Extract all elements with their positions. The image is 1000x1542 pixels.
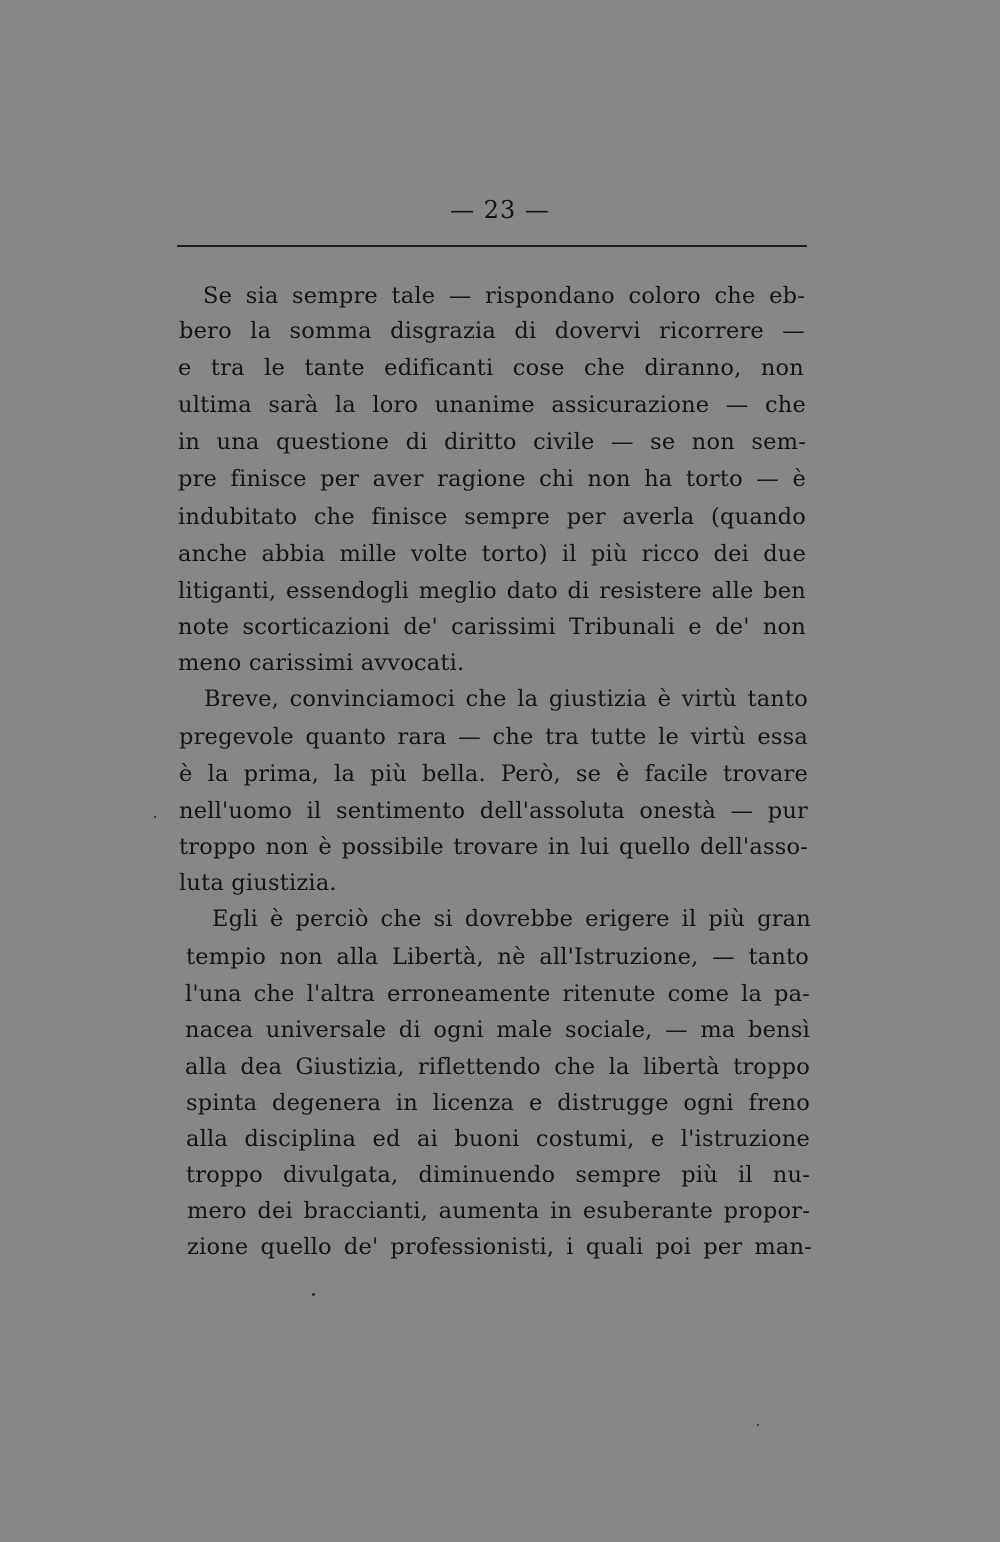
text-line: meno carissimi avvocati.	[178, 650, 465, 676]
print-speck	[154, 816, 156, 818]
text-line: anche abbia mille volte torto) il più ricco dei due	[178, 541, 806, 567]
text-line: luta giustizia.	[179, 870, 337, 896]
text-line: alla dea Giustizia, riflettendo che la libertà troppo	[185, 1054, 810, 1080]
print-speck	[757, 1424, 759, 1426]
text-line: mero dei braccianti, aumenta in esuberante propor-	[187, 1198, 810, 1224]
text-line: zione quello de' professionisti, i quali poi per man-	[187, 1234, 812, 1260]
page-number: — 23 —	[450, 196, 550, 224]
text-line: tempio non alla Libertà, nè all'Istruzione, — tanto	[186, 944, 809, 970]
print-speck	[312, 1293, 315, 1296]
text-line: l'una che l'altra erroneamente ritenute come la pa-	[185, 981, 810, 1007]
text-line: spinta degenera in licenza e distrugge ogni freno	[186, 1090, 810, 1116]
text-line: indubitato che finisce sempre per averla (quando	[178, 504, 806, 530]
text-line: pregevole quanto rara — che tra tutte le virtù essa	[179, 724, 808, 750]
text-line: nacea universale di ogni male sociale, — ma bensì	[185, 1017, 810, 1043]
text-line: bero la somma disgrazia di dovervi ricorrere —	[179, 318, 805, 344]
text-line: litiganti, essendogli meglio dato di resistere alle ben	[178, 578, 806, 604]
text-line: Egli è perciò che si dovrebbe erigere il più gran	[212, 906, 811, 932]
text-line: pre finisce per aver ragione chi non ha torto — è	[178, 466, 806, 492]
text-line: alla disciplina ed ai buoni costumi, e l'istruzione	[186, 1126, 810, 1152]
text-line: in una questione di diritto civile — se non sem-	[178, 429, 806, 455]
text-line: ultima sarà la loro unanime assicurazione — che	[178, 392, 806, 418]
text-line: Se sia sempre tale — rispondano coloro che eb-	[203, 283, 805, 309]
text-line: troppo non è possibile trovare in lui quello dell'asso-	[179, 834, 808, 860]
text-line: note scorticazioni de' carissimi Tribunali e de' non	[178, 614, 806, 640]
header-rule	[177, 245, 807, 247]
text-line: è la prima, la più bella. Però, se è facile trovare	[179, 761, 808, 787]
text-line: Breve, convinciamoci che la giustizia è virtù tanto	[204, 686, 808, 712]
text-line: e tra le tante edificanti cose che diranno, non	[178, 355, 804, 381]
text-line: troppo divulgata, diminuendo sempre più il nu-	[186, 1162, 810, 1188]
text-line: nell'uomo il sentimento dell'assoluta onestà — pur	[179, 798, 808, 824]
